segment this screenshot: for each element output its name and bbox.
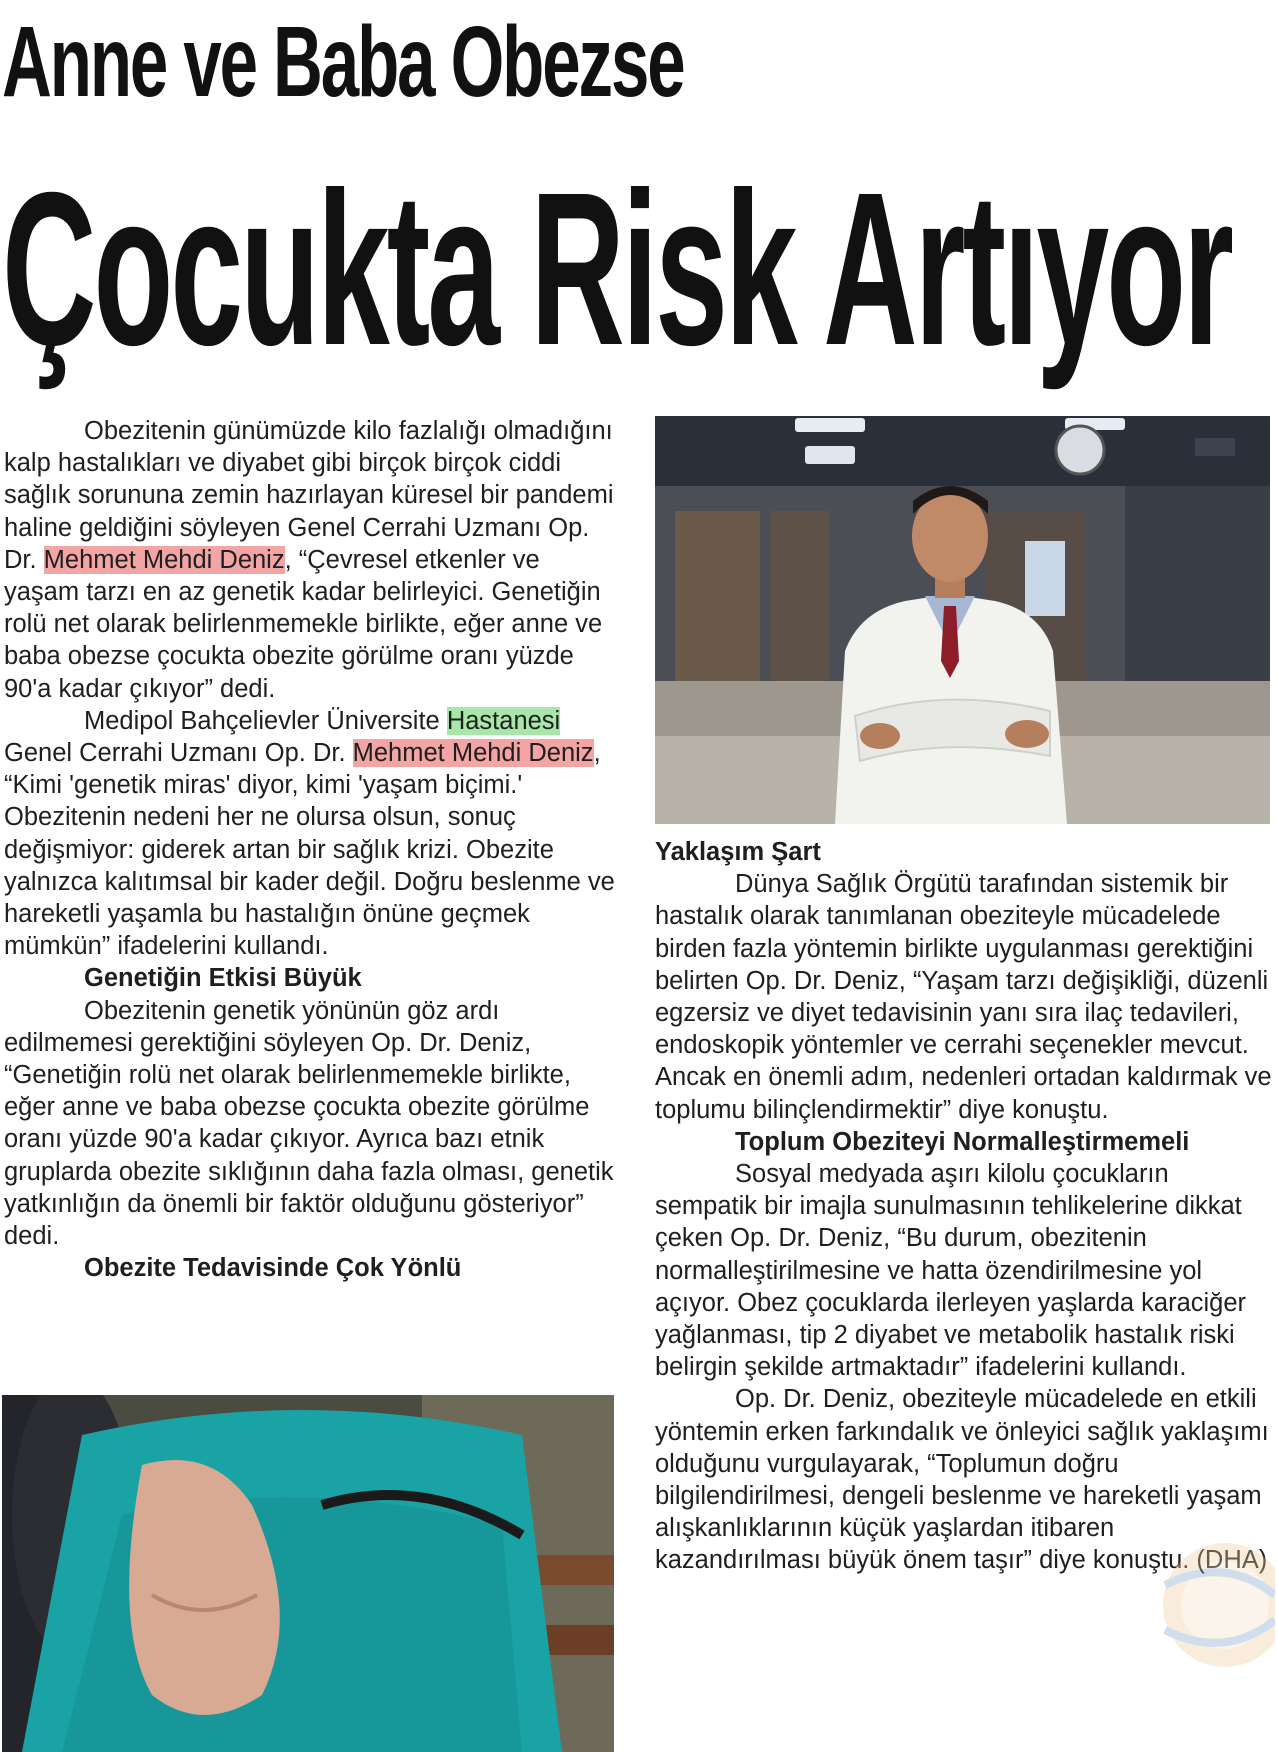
highlighted-hospital: Hastanesi bbox=[446, 706, 561, 735]
paragraph-4: Dünya Sağlık Örgütü tarafından sistemik bir hastalık olarak tanımlanan obeziteyle mücadelede birden fazla yöntemin birlikte uygulanması gerektiğini belirten Op. Dr. Deniz, “Yaşam tarzı değişikliği, düzenli egzersiz ve diyet tedavisinin yanı sıra ilaç tedavileri, endoskopik yöntemler ve cerrahi seçenekler mevcut. Ancak en önemli adım, nedenleri ortadan kaldırmak ve toplumu bilinçlendirmektir” diye konuştu. bbox=[655, 870, 1272, 1124]
highlighted-name: Mehmet Mehdi Deniz bbox=[352, 739, 594, 768]
highlighted-name: Mehmet Mehdi Deniz bbox=[43, 545, 285, 574]
paragraph-2 bbox=[4, 705, 616, 963]
paragraph-2-text-b: Genel Cerrahi Uzmanı Op. Dr. bbox=[4, 739, 353, 768]
paragraph-5: Sosyal medyada aşırı kilolu çocukların sempatik bir imajla sunulmasının tehlikelerine dikkat çeken Op. Dr. Deniz, “Bu durum, obezitenin normalleştirilmesine ve hatta özendirilmesine yol açıyor. Obez çocuklarda ilerleyen yaşlarda karaciğer yağlanması, tip 2 diyabet ve metabolik hastalık riski belirgin şekilde artmaktadır” ifadelerini kullandı. bbox=[655, 1160, 1247, 1382]
doctor-photo-illustration bbox=[655, 416, 1270, 824]
right-column bbox=[655, 836, 1275, 1577]
paragraph-6: Op. Dr. Deniz, obeziteyle mücadelede en etkili yöntemin erken farkındalık ve önleyici sağlık yaklaşımı olduğunu vurgulayarak, “Toplumun doğru bilgilendirilmesi, dengeli beslenme ve hareketli yaşam alışkanlıklarının küçük yaşlardan itibaren kazandırılması büyük önem taşır” diye konuştu. (DHA) bbox=[655, 1385, 1269, 1575]
doctor-photo bbox=[655, 416, 1270, 824]
watermark-logo bbox=[1145, 1515, 1275, 1695]
subheading-approach: Yaklaşım Şart bbox=[655, 838, 821, 866]
paragraph-1-text-b: , “Çevresel etkenler ve yaşam tarzı en az genetik kadar belirleyici. Genetiğin rolü net olarak belirlenmemekle birlikte, eğer anne ve baba obezse çocukta obezite görülme oranı yüzde 90'a kadar çıkıyor” dedi. bbox=[4, 545, 603, 703]
subheading-society: Toplum Obeziteyi Normalleştirmemeli bbox=[735, 1127, 1190, 1156]
left-column bbox=[4, 415, 616, 1284]
paragraph-1 bbox=[4, 415, 616, 705]
obese-person-illustration bbox=[2, 1395, 614, 1752]
headline-line-2: Çocukta Risk Artıyor bbox=[2, 148, 1231, 391]
subheading-genetics: Genetiğin Etkisi Büyük bbox=[84, 964, 362, 993]
paragraph-1-text-a: Obezitenin günümüzde kilo fazlalığı olmadığını kalp hastalıkları ve diyabet gibi birçok birçok ciddi sağlık sorununa zemin hazırlayan küresel bir pandemi haline geldiğini söyleyen Genel Cerrahi Uzmanı Op. Dr. bbox=[4, 417, 614, 574]
headline-line-1: Anne ve Baba Obezse bbox=[2, 6, 684, 118]
paragraph-2-text-c: , “Kimi 'genetik miras' diyor, kimi 'yaşam biçimi.' Obezitenin nedeni her ne olursa olsun, sonuç değişmiyor: giderek artan bir sağlık krizi. Obezite yalnızca kalıtımsal bir kader değil. Doğru beslenme ve hareketli yaşamla bu hastalığın önüne geçmek mümkün” ifadelerini kullandı. bbox=[4, 739, 615, 961]
subheading-treatment: Obezite Tedavisinde Çok Yönlü bbox=[84, 1254, 462, 1283]
paragraph-2-text-a: Medipol Bahçelievler Üniversite bbox=[84, 706, 447, 735]
paragraph-3: Obezitenin genetik yönünün göz ardı edilmemesi gerektiğini söyleyen Op. Dr. Deniz, “Genetiğin rolü net olarak belirlenmemekle birlikte, eğer anne ve baba obezse çocukta obezite görülme oranı yüzde 90'a kadar çıkıyor. Ayrıca bazı etnik gruplarda obezite sıklığının daha fazla olması, genetik yatkınlığın da önemli bir faktör olduğunu gösteriyor” dedi. bbox=[4, 996, 614, 1251]
obese-person-photo bbox=[2, 1395, 614, 1752]
